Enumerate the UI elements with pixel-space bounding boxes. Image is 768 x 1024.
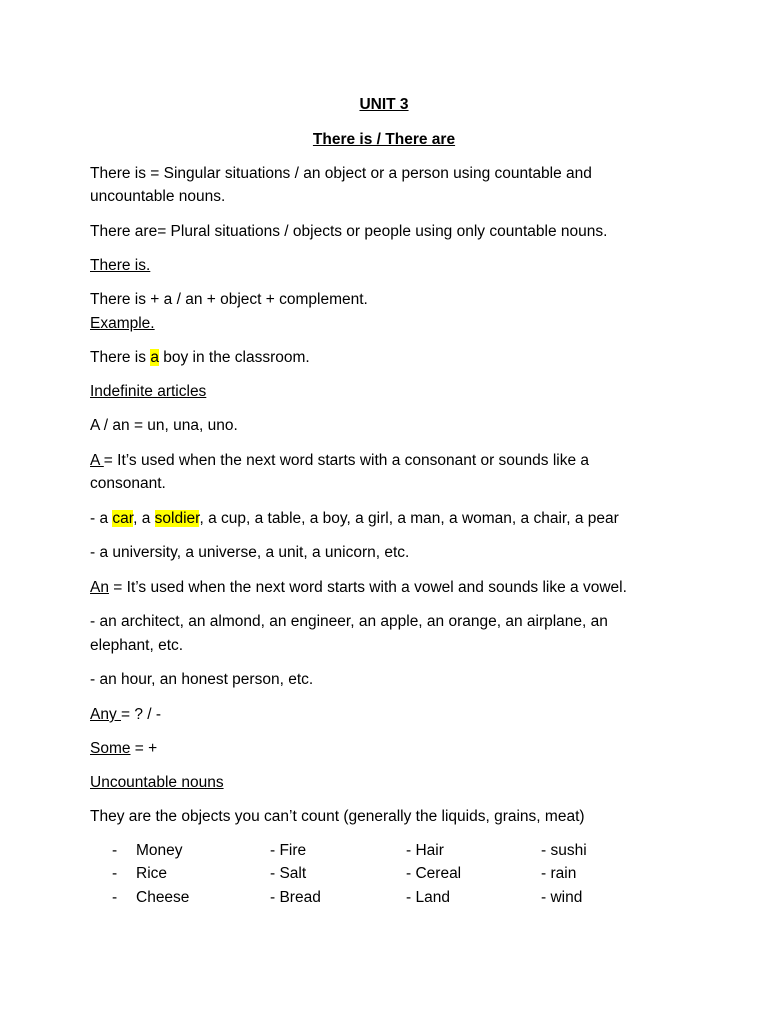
unit-title: UNIT 3	[359, 96, 409, 113]
a-ex-part3: , a cup, a table, a boy, a girl, a man, a woman, a chair, a pear	[199, 510, 619, 527]
noun-item: Cheese	[136, 889, 190, 906]
a-rule-line2: consonant.	[90, 475, 166, 492]
noun-item: - Fire	[270, 842, 307, 859]
any-term: Any	[90, 706, 122, 723]
an-examples-1-line1: - an architect, an almond, an engineer, an apple, an orange, an airplane, an	[90, 613, 608, 630]
noun-item: Rice	[136, 865, 168, 882]
there-is-definition-line2: uncountable nouns.	[90, 188, 226, 205]
there-are-definition: There are= Plural situations / objects or people using only countable nouns.	[90, 223, 608, 240]
example-text-before: There is	[90, 349, 151, 366]
a-ex-part1: - a	[90, 510, 113, 527]
some-term: Some	[90, 740, 131, 757]
a-ex-highlight-soldier: soldier	[154, 510, 200, 527]
noun-item: - Salt	[270, 865, 307, 882]
any-text: = ? / -	[121, 706, 162, 723]
there-is-definition-line1: There is = Singular situations / an object or a person using countable and	[90, 165, 592, 182]
a-rule-line1	[90, 451, 589, 471]
noun-bullet: -	[112, 889, 118, 906]
a-rule-text: = It’s used when the next word starts with a consonant or sounds like a	[103, 452, 590, 469]
uncountable-heading: Uncountable nouns	[90, 774, 224, 791]
a-rule-term: A	[90, 452, 104, 469]
noun-item: - Bread	[270, 889, 321, 906]
example-text-after: boy in the classroom.	[158, 349, 310, 366]
an-rule-text: = It’s used when the next word starts with a vowel and sounds like a vowel.	[108, 579, 627, 596]
noun-bullet: -	[112, 865, 118, 882]
noun-item: - Hair	[406, 842, 444, 859]
noun-item: - sushi	[541, 842, 587, 859]
articles-translation: A / an = un, una, uno.	[90, 417, 238, 434]
example-heading: Example.	[90, 315, 155, 332]
a-ex-highlight-car: car	[112, 510, 134, 527]
noun-item: Money	[136, 842, 183, 859]
noun-item: - Cereal	[406, 865, 462, 882]
an-examples-1-line2: elephant, etc.	[90, 637, 184, 654]
noun-item: - rain	[541, 865, 577, 882]
any-rule	[90, 705, 161, 725]
there-is-heading: There is.	[90, 257, 151, 274]
formula-text: There is + a / an + object + complement.	[90, 291, 368, 308]
page-title: There is / There are	[312, 131, 456, 148]
noun-item: - Land	[406, 889, 450, 906]
articles-heading: Indefinite articles	[90, 383, 207, 400]
noun-bullet: -	[112, 842, 118, 859]
an-rule	[90, 578, 627, 598]
example-highlight: a	[150, 349, 159, 366]
a-examples-1	[90, 509, 619, 529]
a-examples-2: - a university, a universe, a unit, a unicorn, etc.	[90, 544, 410, 561]
an-rule-term: An	[90, 579, 109, 596]
example-sentence	[90, 348, 310, 368]
noun-item: - wind	[541, 889, 583, 906]
some-rule	[90, 739, 157, 759]
some-text: = +	[130, 740, 158, 757]
uncountable-description: They are the objects you can’t count (generally the liquids, grains, meat)	[90, 808, 585, 825]
a-ex-part2: , a	[133, 510, 155, 527]
an-examples-2: - an hour, an honest person, etc.	[90, 671, 314, 688]
